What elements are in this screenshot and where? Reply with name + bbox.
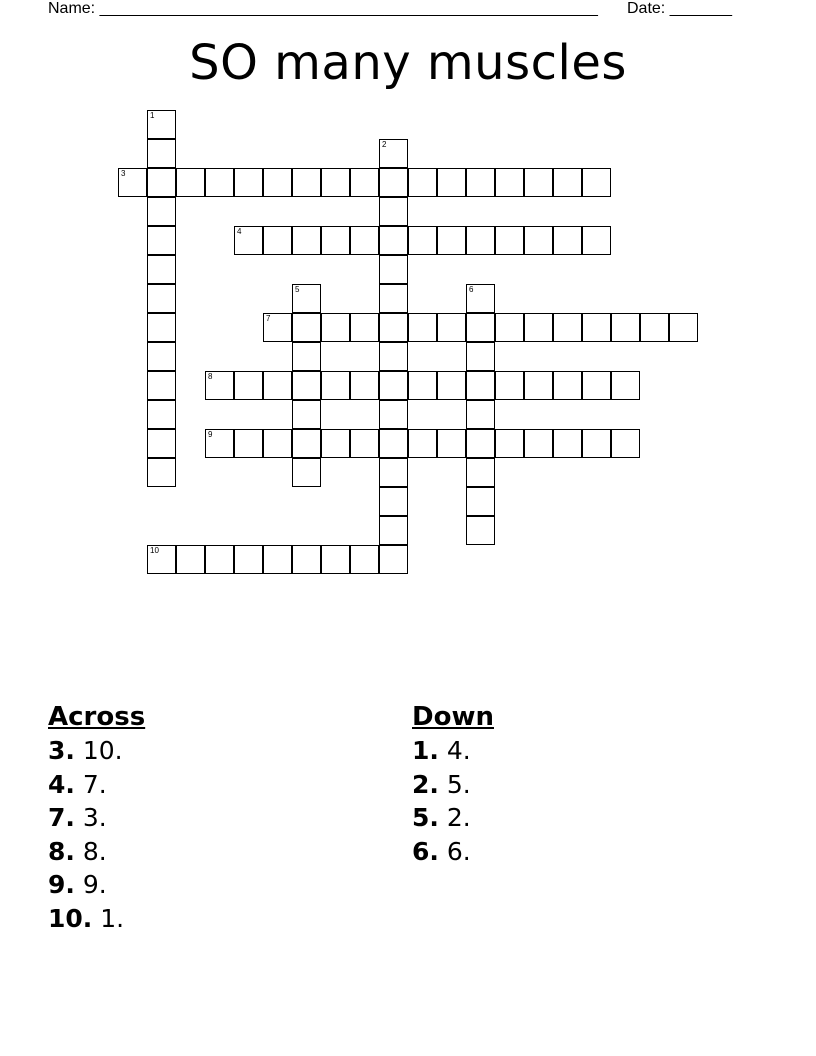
grid-cell[interactable] — [321, 226, 350, 255]
grid-cell[interactable] — [379, 429, 408, 458]
grid-cell[interactable] — [205, 545, 234, 574]
grid-cell[interactable] — [321, 545, 350, 574]
grid-cell[interactable] — [611, 429, 640, 458]
clue-number-label: 8 — [208, 372, 213, 381]
clue-text: 1. — [100, 903, 125, 933]
down-clue — [412, 768, 494, 802]
grid-cell[interactable] — [263, 226, 292, 255]
across-clues — [48, 700, 145, 935]
grid-cell[interactable] — [147, 400, 176, 429]
grid-cell[interactable] — [292, 545, 321, 574]
grid-cell[interactable] — [379, 342, 408, 371]
grid-cell[interactable] — [205, 371, 234, 400]
grid-cell[interactable] — [466, 458, 495, 487]
grid-cell[interactable] — [147, 110, 176, 139]
grid-cell[interactable] — [379, 458, 408, 487]
grid-cell[interactable] — [640, 313, 669, 342]
clue-text: 10. — [82, 736, 123, 765]
grid-cell[interactable] — [292, 429, 321, 458]
grid-cell[interactable] — [408, 313, 437, 342]
grid-cell[interactable] — [379, 487, 408, 516]
grid-cell[interactable] — [263, 545, 292, 574]
down-clue — [412, 835, 494, 869]
grid-cell[interactable] — [611, 313, 640, 342]
grid-cell[interactable] — [437, 226, 466, 255]
clue-number: 4. — [48, 769, 75, 799]
grid-cell[interactable] — [466, 284, 495, 313]
grid-cell[interactable] — [408, 168, 437, 197]
grid-cell[interactable] — [466, 313, 495, 342]
grid-cell[interactable] — [495, 429, 524, 458]
grid-cell[interactable] — [553, 226, 582, 255]
clue-text: 8. — [82, 836, 107, 866]
grid-cell[interactable] — [350, 371, 379, 400]
grid-cell[interactable] — [379, 516, 408, 545]
grid-cell[interactable] — [147, 429, 176, 458]
clue-text: 5. — [446, 769, 471, 799]
grid-cell[interactable] — [176, 168, 205, 197]
clue-number-label: 7 — [266, 314, 271, 323]
grid-cell[interactable] — [582, 429, 611, 458]
clue-number: 9. — [48, 870, 75, 899]
clue-number: 10. — [48, 903, 93, 933]
clue-number: 3. — [48, 736, 75, 765]
grid-cell[interactable] — [524, 226, 553, 255]
grid-cell[interactable] — [147, 545, 176, 574]
grid-cell[interactable] — [263, 371, 292, 400]
grid-cell[interactable] — [466, 168, 495, 197]
grid-cell[interactable] — [437, 168, 466, 197]
grid-cell[interactable] — [321, 371, 350, 400]
grid-cell[interactable] — [205, 429, 234, 458]
clue-number: 1. — [412, 736, 439, 765]
down-clue — [412, 734, 494, 768]
grid-cell[interactable] — [669, 313, 698, 342]
clue-number-label: 6 — [469, 285, 474, 294]
clue-number-label: 10 — [150, 546, 159, 555]
grid-cell[interactable] — [350, 313, 379, 342]
grid-cell[interactable] — [466, 342, 495, 371]
grid-cell[interactable] — [379, 255, 408, 284]
down-clues — [412, 700, 494, 868]
across-clue — [48, 902, 145, 936]
clue-text: 2. — [446, 803, 471, 832]
clue-text: 4. — [446, 736, 471, 765]
grid-cell[interactable] — [466, 371, 495, 400]
grid-cell[interactable] — [379, 400, 408, 429]
grid-cell[interactable] — [147, 255, 176, 284]
grid-cell[interactable] — [147, 197, 176, 226]
grid-cell[interactable] — [234, 371, 263, 400]
grid-cell[interactable] — [495, 226, 524, 255]
grid-cell[interactable] — [379, 284, 408, 313]
grid-cell[interactable] — [263, 313, 292, 342]
grid-cell[interactable] — [582, 313, 611, 342]
grid-cell[interactable] — [408, 226, 437, 255]
grid-cell[interactable] — [408, 429, 437, 458]
grid-cell[interactable] — [147, 139, 176, 168]
grid-cell[interactable] — [147, 371, 176, 400]
grid-cell[interactable] — [582, 168, 611, 197]
date-field-label: Date: _______ — [627, 0, 732, 17]
across-clue — [48, 835, 145, 869]
grid-cell[interactable] — [466, 226, 495, 255]
grid-cell[interactable] — [466, 429, 495, 458]
grid-cell[interactable] — [350, 168, 379, 197]
across-heading: Across — [48, 702, 146, 732]
clue-number-label: 2 — [382, 140, 387, 149]
grid-cell[interactable] — [524, 168, 553, 197]
grid-cell[interactable] — [379, 371, 408, 400]
grid-cell[interactable] — [234, 545, 263, 574]
grid-cell[interactable] — [205, 168, 234, 197]
grid-cell[interactable] — [292, 400, 321, 429]
clue-number-label: 3 — [121, 169, 126, 178]
clue-number: 6. — [412, 836, 439, 866]
clue-text: 6. — [446, 836, 471, 866]
grid-cell[interactable] — [234, 226, 263, 255]
grid-cell[interactable] — [553, 371, 582, 400]
grid-cell[interactable] — [350, 226, 379, 255]
grid-cell[interactable] — [292, 226, 321, 255]
clue-text: 9. — [82, 870, 107, 899]
grid-cell[interactable] — [553, 429, 582, 458]
grid-cell[interactable] — [321, 313, 350, 342]
grid-cell[interactable] — [582, 226, 611, 255]
clue-number: 8. — [48, 836, 75, 866]
grid-cell[interactable] — [147, 313, 176, 342]
grid-cell[interactable] — [437, 313, 466, 342]
across-clue — [48, 868, 145, 902]
grid-cell[interactable] — [379, 545, 408, 574]
grid-cell[interactable] — [524, 429, 553, 458]
grid-cell[interactable] — [437, 371, 466, 400]
grid-cell[interactable] — [524, 313, 553, 342]
grid-cell[interactable] — [466, 516, 495, 545]
grid-cell[interactable] — [379, 168, 408, 197]
down-clue — [412, 801, 494, 835]
across-clue — [48, 768, 145, 802]
grid-cell[interactable] — [118, 168, 147, 197]
grid-cell[interactable] — [234, 168, 263, 197]
grid-cell[interactable] — [379, 313, 408, 342]
grid-cell[interactable] — [495, 371, 524, 400]
grid-cell[interactable] — [350, 429, 379, 458]
grid-cell[interactable] — [147, 168, 176, 197]
clue-number: 5. — [412, 803, 439, 832]
clue-number: 2. — [412, 769, 439, 799]
grid-cell[interactable] — [350, 545, 379, 574]
clue-text: 7. — [82, 769, 107, 799]
grid-cell[interactable] — [292, 342, 321, 371]
clue-number-label: 1 — [150, 111, 155, 120]
grid-cell[interactable] — [379, 226, 408, 255]
grid-cell[interactable] — [292, 313, 321, 342]
grid-cell[interactable] — [321, 168, 350, 197]
grid-cell[interactable] — [147, 284, 176, 313]
grid-cell[interactable] — [437, 429, 466, 458]
grid-cell[interactable] — [263, 168, 292, 197]
grid-cell[interactable] — [147, 458, 176, 487]
grid-cell[interactable] — [495, 168, 524, 197]
grid-cell[interactable] — [176, 545, 205, 574]
grid-cell[interactable] — [466, 487, 495, 516]
name-field-label: Name: ________________________________________________________ — [48, 0, 598, 17]
clue-number-label: 5 — [295, 285, 300, 294]
grid-cell[interactable] — [379, 197, 408, 226]
grid-cell[interactable] — [495, 313, 524, 342]
grid-cell[interactable] — [408, 371, 437, 400]
grid-cell[interactable] — [147, 342, 176, 371]
grid-cell[interactable] — [553, 313, 582, 342]
across-clue — [48, 801, 145, 835]
grid-cell[interactable] — [292, 284, 321, 313]
grid-cell[interactable] — [234, 429, 263, 458]
grid-cell[interactable] — [292, 168, 321, 197]
grid-cell[interactable] — [147, 226, 176, 255]
grid-cell[interactable] — [611, 371, 640, 400]
clue-text: 3. — [82, 803, 107, 832]
grid-cell[interactable] — [524, 371, 553, 400]
grid-cell[interactable] — [292, 371, 321, 400]
clue-number-label: 9 — [208, 430, 213, 439]
clue-number: 7. — [48, 803, 75, 832]
down-heading: Down — [412, 702, 494, 732]
page-title: SO many muscles — [189, 35, 627, 91]
grid-cell[interactable] — [321, 429, 350, 458]
grid-cell[interactable] — [466, 400, 495, 429]
grid-cell[interactable] — [379, 139, 408, 168]
clue-number-label: 4 — [237, 227, 242, 236]
grid-cell[interactable] — [263, 429, 292, 458]
grid-cell[interactable] — [292, 458, 321, 487]
grid-cell[interactable] — [582, 371, 611, 400]
across-clue — [48, 734, 145, 768]
grid-cell[interactable] — [553, 168, 582, 197]
